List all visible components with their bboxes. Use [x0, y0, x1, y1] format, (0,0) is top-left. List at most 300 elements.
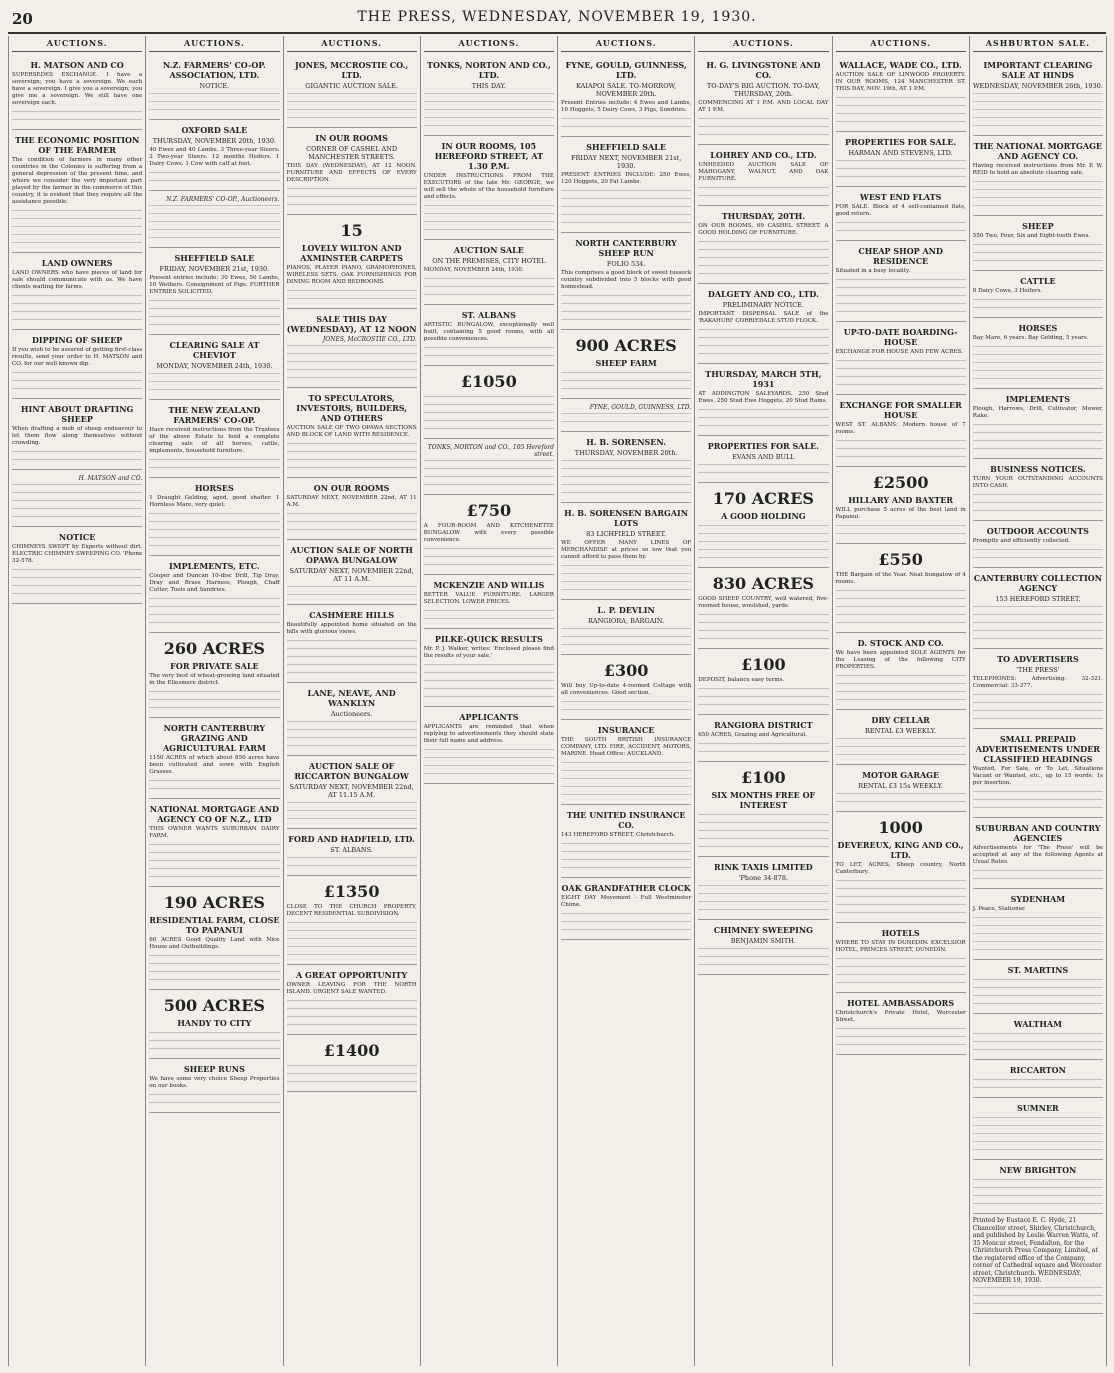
- advertisement: [973, 521, 1103, 568]
- text-line: [149, 178, 279, 185]
- ad-title: WALTHAM: [1013, 1019, 1062, 1029]
- column-heading: AUCTIONS.: [424, 36, 554, 52]
- ad-title: PILKE-QUICK RESULTS: [434, 634, 543, 644]
- text-line: [973, 195, 1103, 202]
- text-line: [424, 662, 554, 669]
- text-line: [149, 612, 279, 619]
- text-line: [149, 219, 279, 226]
- text-line: [698, 335, 828, 342]
- text-line: [698, 327, 828, 334]
- ad-body-text: 1150 ACRES of which about 850 acres have been cultivated and sown with English Grasses.: [149, 755, 280, 775]
- text-line: [149, 203, 279, 210]
- text-line: [424, 123, 554, 130]
- advertisement: [287, 756, 417, 829]
- ad-signature: N.Z. FARMERS' CO-OP., Auctioneers.: [166, 196, 280, 203]
- ad-title: JONES, MCCROSTIE CO., LTD.: [295, 60, 409, 80]
- text-line: [561, 707, 691, 714]
- ad-headline-figure: £1400: [323, 1041, 380, 1060]
- text-line: [287, 343, 417, 350]
- ad-subtitle: EVANS AND BULL: [732, 453, 795, 461]
- text-line: [287, 202, 417, 209]
- ad-title: CHIMNEY SWEEPING: [713, 925, 814, 935]
- text-line: [698, 686, 828, 693]
- column-heading: AUCTIONS.: [12, 36, 142, 52]
- text-line: [698, 883, 828, 890]
- text-line: [698, 423, 828, 430]
- ad-title: HANDY TO CITY: [177, 1018, 252, 1028]
- ad-subtitle: RENTAL £3 WEEKLY.: [865, 727, 937, 735]
- text-line: [836, 681, 966, 688]
- ad-title: SALE THIS DAY (WEDNESDAY), AT 12 NOON: [286, 314, 417, 334]
- text-line: [12, 317, 142, 324]
- text-line: [973, 1039, 1103, 1046]
- advertisement: [149, 120, 279, 191]
- ad-signature: TONKS, NORTON and CO., 105 Hereford street.: [427, 444, 554, 458]
- ad-title: SHEFFIELD SALE: [174, 253, 255, 263]
- ad-title: THE UNITED INSURANCE CO.: [566, 810, 686, 830]
- advertisement: [287, 540, 417, 605]
- advertisement: [698, 436, 828, 483]
- advertisement: [12, 130, 142, 253]
- ad-title: FORD AND HADFIELD, LTD.: [288, 834, 415, 844]
- advertisement: [12, 470, 142, 527]
- text-line: [698, 343, 828, 350]
- ad-body-text: This comprises a good block of sweet tussock country subdivided into 5 blocks with good homestead.: [561, 270, 692, 290]
- ad-subtitle: RANGIORA, BARGAIN.: [588, 617, 665, 625]
- ad-body-text: PRESENT ENTRIES INCLUDE: 250 Ewes, 120 Hoggets, 20 Fat Lambs.: [561, 172, 692, 185]
- ad-title: SIX MONTHS FREE OF INTEREST: [711, 790, 816, 810]
- ad-title: A GREAT OPPORTUNITY: [296, 970, 408, 980]
- advertisement: [973, 1014, 1103, 1060]
- text-line: [12, 567, 142, 574]
- text-line: [836, 910, 966, 917]
- ad-subtitle: Auctioneers.: [330, 710, 373, 718]
- ad-title: AUCTION SALE OF RICCARTON BUNGALOW: [294, 761, 409, 781]
- text-line: [149, 91, 279, 98]
- text-line: [698, 239, 828, 246]
- ad-body-text: BETTER VALUE FURNITURE. LARGER SELECTION. LOWER PRICES.: [423, 592, 554, 605]
- ad-headline-figure: 500 ACRES: [163, 996, 265, 1015]
- text-line: [973, 1047, 1103, 1054]
- advertisement: [698, 55, 828, 145]
- text-line: [836, 285, 966, 292]
- text-line: [836, 103, 966, 110]
- text-line: [836, 293, 966, 300]
- text-line: [973, 620, 1103, 627]
- advertisement: [424, 136, 554, 240]
- ad-body-text: FOR SALE. Block of 4 self-contained flats, good return.: [835, 204, 966, 217]
- text-line: [698, 247, 828, 254]
- ad-subtitle: WEDNESDAY, NOVEMBER 26th, 1930.: [972, 82, 1103, 90]
- advertisement: [973, 649, 1103, 729]
- text-line: [287, 511, 417, 518]
- ad-body-text: Having received instructions from Mr. P. W. REID to hold an absolute clearing sale.: [972, 163, 1103, 176]
- text-line: [973, 123, 1103, 130]
- advertisement: [149, 191, 279, 248]
- text-line: [973, 939, 1103, 946]
- text-line: [149, 1092, 279, 1099]
- ad-body-text: AT ADDINGTON SALEYARDS. 250 Stud Ewes, 250 Stud Ewe Hoggets, 20 Stud Rams.: [698, 391, 829, 404]
- ad-headline-figure: 260 ACRES: [163, 639, 265, 658]
- text-line: [12, 216, 142, 223]
- text-line: [973, 692, 1103, 699]
- ad-body-text: TO LET, ACRES, Sheep country, North Canterbury.: [835, 862, 966, 875]
- ad-headline-figure: 900 ACRES: [575, 336, 677, 355]
- text-line: [149, 535, 279, 542]
- ad-body-text: THIS DAY (WEDNESDAY), AT 12 NOON. FURNITURE AND EFFECTS OF EVERY DESCRIPTION.: [286, 163, 417, 183]
- text-line: [973, 977, 1103, 984]
- ad-title: THURSDAY, 20TH.: [721, 211, 806, 221]
- ad-title: DALGETY AND CO., LTD.: [707, 289, 819, 299]
- text-line: [149, 322, 279, 329]
- ad-body-text: Plough, Harrows, Drill, Cultivator, Mower, Rake.: [972, 406, 1103, 419]
- ad-body-text: 8 Dairy Cows, 3 Heifers.: [972, 288, 1043, 294]
- text-line: [561, 792, 691, 799]
- text-line: [12, 498, 142, 505]
- ad-body-text: SUPERSEDES EXCHANGE. I have a sovereign; you have a sovereign. We each have a sovereign. I give you a sovereign; you give me a sovereign. We still have one sovereign each.: [12, 72, 143, 106]
- text-line: [973, 868, 1103, 875]
- text-line: [149, 527, 279, 534]
- ad-title: FOR PRIVATE SALE: [170, 661, 259, 671]
- advertisement: [561, 805, 691, 878]
- ad-body-text: DEPOSIT, balance easy terms.: [698, 677, 785, 683]
- text-line: [973, 492, 1103, 499]
- ad-title: MCKENZIE AND WILLIS: [433, 580, 545, 590]
- advertisement: [424, 305, 554, 366]
- text-line: [287, 863, 417, 870]
- ad-body-text: CHIMNEYS SWEPT by Experts without dirt. ELECTRIC CHIMNEY SWEEPING CO. 'Phone 32-578.: [12, 544, 143, 564]
- text-line: [424, 546, 554, 553]
- text-line: [698, 946, 828, 953]
- text-line: [149, 969, 279, 976]
- ad-title: RANGIORA DISTRICT: [714, 720, 813, 730]
- advertisement: [287, 215, 417, 309]
- ad-title: CHEAP SHOP AND RESIDENCE: [858, 246, 943, 266]
- text-line: [287, 727, 417, 734]
- advertisement: [424, 366, 554, 439]
- text-line: [561, 571, 691, 578]
- text-line: [836, 446, 966, 453]
- text-line: [836, 980, 966, 987]
- ad-body-text: Will buy Up-to-date 4-roomed Cottage with all conveniences. Good section.: [561, 683, 692, 696]
- text-line: [836, 612, 966, 619]
- ad-title: SHEEP FARM: [595, 358, 657, 368]
- advertisement: [561, 432, 691, 503]
- text-line: [836, 111, 966, 118]
- text-line: [12, 457, 142, 464]
- text-line: [424, 418, 554, 425]
- ad-title: CATTLE: [1020, 276, 1056, 286]
- text-line: [973, 1147, 1103, 1154]
- ad-headline-figure: £300: [603, 661, 649, 680]
- advertisement: [149, 887, 279, 990]
- ad-subtitle: KAIAPOI SALE. TO-MORROW, NOVEMBER 20th.: [576, 82, 677, 98]
- ad-title: TONKS, NORTON AND CO., LTD.: [427, 60, 551, 80]
- text-line: [424, 99, 554, 106]
- ad-body-text: THE SOUTH BRITISH INSURANCE COMPANY, LTD. FIRE, ACCIDENT, MOTORS, MARINE. Head Office: AUCKLAND.: [561, 737, 692, 757]
- advertisement: [836, 322, 966, 395]
- ad-title: IMPLEMENTS: [1005, 394, 1071, 404]
- text-line: [698, 539, 828, 546]
- advertisement: [12, 253, 142, 330]
- text-line: [149, 543, 279, 550]
- advertisement: [424, 575, 554, 629]
- ad-body-text: OWNER LEAVING FOR THE NORTH ISLAND. URGENT SALE WANTED.: [286, 982, 417, 995]
- advertisement: [287, 478, 417, 540]
- text-line: [424, 394, 554, 401]
- text-line: [973, 368, 1103, 375]
- advertisement: [149, 990, 279, 1059]
- text-line: [836, 744, 966, 751]
- text-line: [149, 379, 279, 386]
- text-line: [973, 628, 1103, 635]
- text-line: [836, 523, 966, 530]
- text-line: [149, 99, 279, 106]
- text-line: [561, 634, 691, 641]
- advertisement: [973, 136, 1103, 216]
- text-line: [12, 232, 142, 239]
- ad-title: HILLARY AND BAXTER: [848, 495, 954, 505]
- text-line: [149, 211, 279, 218]
- advertisement: [698, 762, 828, 857]
- ad-body-text: THIS OWNER WANTS SUBURBAN DAIRY FARM.: [149, 826, 280, 839]
- advertisement: [149, 718, 279, 799]
- ad-title: PROPERTIES FOR SALE.: [845, 137, 957, 147]
- ad-body-text: MONDAY, NOVEMBER 24th, 1930.: [423, 267, 524, 273]
- ad-body-text: 60 ACRES Good Quality Land with Nice House and Outbuildings.: [149, 937, 280, 950]
- advertisement: [424, 495, 554, 575]
- ad-body-text: Situated in a busy locality.: [835, 268, 911, 274]
- advertisement: [836, 923, 966, 993]
- text-line: [973, 789, 1103, 796]
- text-line: [973, 1293, 1103, 1300]
- ad-subtitle: 153 HEREFORD STREET.: [995, 595, 1081, 603]
- ad-body-text: UNDER INSTRUCTIONS FROM THE EXECUTORS of the late Mr. GEORGE, we will sell the whole of the household furniture and effects.: [423, 173, 554, 200]
- text-line: [287, 654, 417, 661]
- ad-body-text: Promptly and efficiently collected.: [972, 538, 1071, 544]
- column-heading: AUCTIONS.: [836, 36, 966, 52]
- text-line: [424, 203, 554, 210]
- text-line: [561, 919, 691, 926]
- text-line: [973, 258, 1103, 265]
- text-line: [149, 227, 279, 234]
- ad-title: INSURANCE: [597, 725, 655, 735]
- ad-body-text: AUCTION SALE OF TWO OPAWA SECTIONS AND BLOCK OF LAND WITH RESIDENCE.: [286, 425, 417, 438]
- text-line: [424, 402, 554, 409]
- text-line: [973, 797, 1103, 804]
- ad-subtitle: FOLIO 534.: [606, 260, 646, 268]
- text-line: [561, 204, 691, 211]
- text-line: [698, 954, 828, 961]
- text-line: [149, 961, 279, 968]
- column-heading: AUCTIONS.: [698, 36, 828, 52]
- text-line: [836, 374, 966, 381]
- column: [146, 36, 283, 1366]
- text-line: [973, 1139, 1103, 1146]
- text-line: [149, 953, 279, 960]
- ad-title: HOTEL AMBASSADORS: [847, 998, 955, 1008]
- advertisement: [287, 1035, 417, 1092]
- text-line: [973, 430, 1103, 437]
- text-line: [12, 506, 142, 513]
- text-line: [424, 482, 554, 489]
- text-line: [836, 799, 966, 806]
- columns: [8, 36, 1107, 1366]
- ad-subtitle: 83 LICHFIELD STREET.: [586, 530, 667, 538]
- text-line: [973, 708, 1103, 715]
- text-line: [12, 449, 142, 456]
- text-line: [973, 203, 1103, 210]
- text-line: [836, 886, 966, 893]
- ad-subtitle: THURSDAY, NOVEMBER 20th.: [574, 449, 678, 457]
- text-line: [973, 1123, 1103, 1130]
- text-line: [973, 547, 1103, 554]
- text-line: [287, 1014, 417, 1021]
- text-line: [836, 220, 966, 227]
- text-line: [287, 367, 417, 374]
- ad-title: FYNE, GOULD, GUINNESS, LTD.: [565, 60, 687, 80]
- ad-headline-figure: £1350: [323, 882, 380, 901]
- text-line: [287, 115, 417, 122]
- text-line: [424, 219, 554, 226]
- ad-title: WEST END FLATS: [859, 192, 942, 202]
- text-line: [287, 808, 417, 815]
- advertisement: [973, 271, 1103, 318]
- text-line: [287, 670, 417, 677]
- page-number: 20: [12, 10, 33, 28]
- text-line: [561, 301, 691, 308]
- text-line: [836, 604, 966, 611]
- text-line: [561, 849, 691, 856]
- ad-title: IMPLEMENTS, ETC.: [169, 561, 260, 571]
- text-line: [836, 119, 966, 126]
- ad-title: NEW BRIGHTON: [999, 1165, 1077, 1175]
- text-line: [561, 784, 691, 791]
- text-line: [698, 828, 828, 835]
- ad-body-text: Present Entries include: 4 Ewes and Lambs, 10 Hoggets, 5 Dairy Cows, 3 Pigs, Sundries.: [561, 100, 692, 113]
- advertisement: [287, 683, 417, 756]
- text-line: [973, 115, 1103, 122]
- ad-body-text: When drafting a mob of sheep endeavour to let them flow along themselves without crowding.: [12, 426, 143, 446]
- advertisement: [973, 1098, 1103, 1160]
- text-line: [149, 1030, 279, 1037]
- ad-title: APPLICANTS: [459, 712, 519, 722]
- text-line: [973, 993, 1103, 1000]
- advertisement: [698, 145, 828, 206]
- ad-body-text: ARTISTIC BUNGALOW, exceptionally well built, containing 5 good rooms, with all possible conveniences.: [423, 322, 554, 342]
- text-line: [12, 224, 142, 231]
- text-line: [287, 735, 417, 742]
- text-line: [561, 317, 691, 324]
- ad-body-text: PIANOS, PLAYER PIANO, GRAMOPHONES, WIRELESS SETS. OAK FURNISHINGS FOR DINING ROOM AND BEDROOMS.: [286, 265, 417, 285]
- advertisement: [287, 388, 417, 478]
- text-line: [12, 109, 142, 116]
- text-line: [973, 636, 1103, 643]
- text-line: [561, 386, 691, 393]
- text-line: [287, 441, 417, 448]
- text-line: [424, 686, 554, 693]
- advertisement: [287, 309, 417, 388]
- text-line: [836, 791, 966, 798]
- text-line: [287, 662, 417, 669]
- ad-title: IMPORTANT CLEARING SALE AT HINDS: [983, 60, 1093, 80]
- text-line: [973, 99, 1103, 106]
- text-line: [698, 132, 828, 139]
- ad-body-text: UNHEEDED AUCTION SALE OF MAHOGANY, WALNUT, AND OAK FURNITURE.: [698, 162, 829, 182]
- advertisement: [287, 605, 417, 683]
- advertisement: [12, 330, 142, 399]
- ad-title: WALLACE, WADE CO., LTD.: [839, 60, 962, 70]
- text-line: [149, 874, 279, 881]
- text-line: [424, 410, 554, 417]
- text-line: [698, 962, 828, 969]
- advertisement: [836, 993, 966, 1055]
- advertisement: [424, 55, 554, 136]
- text-line: [973, 179, 1103, 186]
- ad-title: H. B. SORENSEN BARGAIN LOTS: [564, 508, 689, 528]
- advertisement: [561, 503, 691, 600]
- text-line: [287, 719, 417, 726]
- ad-title: H. MATSON AND CO: [30, 60, 124, 70]
- text-line: [836, 1034, 966, 1041]
- text-line: [698, 702, 828, 709]
- ad-title: RINK TAXIS LIMITED: [714, 862, 813, 872]
- ad-headline-figure: £550: [878, 550, 923, 569]
- text-line: [836, 277, 966, 284]
- ad-body-text: 143 HEREFORD STREET, Christchurch.: [561, 832, 676, 838]
- text-line: [287, 944, 417, 951]
- ad-body-text: TURN YOUR OUTSTANDING ACCOUNTS INTO CASH.: [972, 476, 1103, 489]
- ad-title: IN OUR ROOMS, 105 HEREFORD STREET, AT 1.30 P.M.: [434, 141, 544, 171]
- column: [9, 36, 146, 1366]
- advertisement: [698, 857, 828, 920]
- advertisement: [698, 364, 828, 436]
- ad-title: DRY CELLAR: [871, 715, 930, 725]
- text-line: [698, 415, 828, 422]
- text-line: [287, 920, 417, 927]
- text-line: [149, 1038, 279, 1045]
- ad-title: SHEFFIELD SALE: [586, 142, 666, 152]
- text-line: [12, 293, 142, 300]
- ad-title: RICCARTON: [1009, 1065, 1066, 1075]
- text-line: [698, 531, 828, 538]
- text-line: [973, 422, 1103, 429]
- text-line: [698, 470, 828, 477]
- text-line: [973, 931, 1103, 938]
- ad-title: OAK GRANDFATHER CLOCK: [561, 883, 691, 893]
- text-line: [698, 694, 828, 701]
- ad-title: HORSES: [1018, 323, 1058, 333]
- text-line: [287, 1071, 417, 1078]
- text-line: [973, 352, 1103, 359]
- advertisement: [973, 1214, 1103, 1314]
- ad-body-text: The very best of wheat-growing land situated in the Ellesmere district.: [149, 673, 280, 686]
- text-line: [698, 124, 828, 131]
- ad-title: SUMNER: [1017, 1103, 1059, 1113]
- column: [284, 36, 421, 1366]
- text-line: [698, 812, 828, 819]
- ad-subtitle: 'Phone 34-878.: [738, 874, 789, 882]
- text-line: [287, 743, 417, 750]
- text-line: [698, 899, 828, 906]
- text-line: [424, 562, 554, 569]
- text-line: [973, 1077, 1103, 1084]
- text-line: [287, 952, 417, 959]
- advertisement: [836, 633, 966, 710]
- text-line: [561, 293, 691, 300]
- text-line: [287, 1063, 417, 1070]
- text-line: [698, 407, 828, 414]
